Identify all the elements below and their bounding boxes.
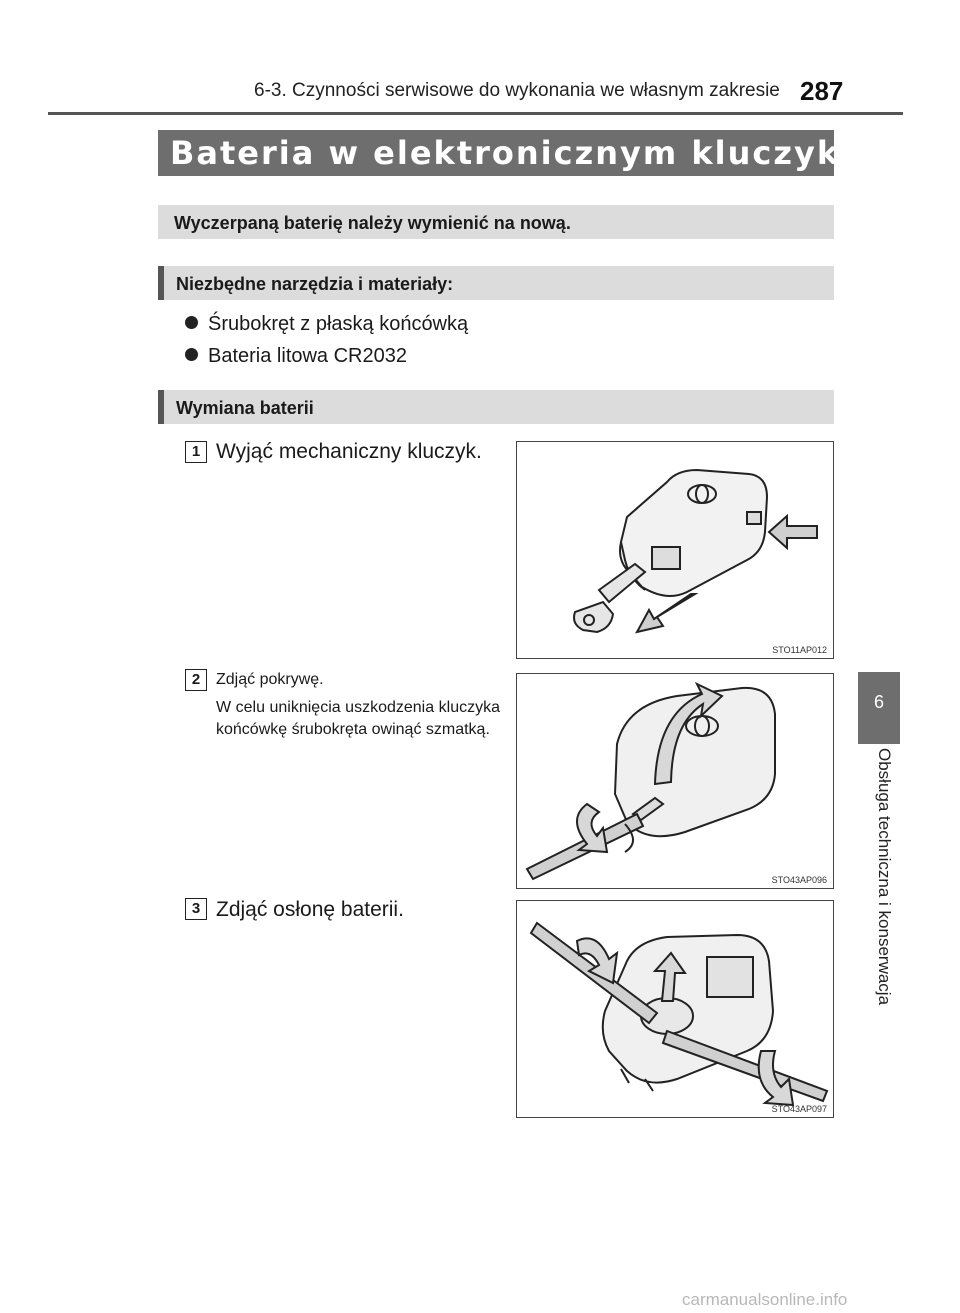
replacement-heading-bar (158, 390, 834, 424)
tool-item-label: Śrubokręt z płaską końcówką (208, 313, 469, 335)
page-number: 287 (800, 76, 844, 106)
tool-item (185, 345, 407, 368)
battery-cover-illustration (517, 901, 835, 1119)
notice-box (158, 205, 834, 239)
figure-code: STO43AP096 (771, 875, 827, 885)
step-text: Zdjąć osłonę baterii. (216, 898, 404, 921)
replacement-heading: Wymiana baterii (176, 398, 314, 418)
page-title: Bateria w elektronicznym kluczyku (170, 134, 865, 172)
step-text: Zdjąć pokrywę. (216, 671, 324, 688)
figure-remove-cover (516, 673, 834, 889)
figure-code: STO43AP097 (771, 1104, 827, 1114)
header-rule (48, 112, 903, 115)
tool-item-label: Bateria litowa CR2032 (208, 345, 407, 367)
step-number-badge: 2 (185, 669, 207, 691)
tools-heading: Niezbędne narzędzia i materiały: (176, 274, 454, 294)
watermark: carmanualsonline.info (682, 1290, 848, 1309)
bullet-icon (185, 348, 198, 361)
notice-text: Wyczerpaną baterię należy wymienić na nową. (174, 213, 571, 233)
key-remove-illustration (517, 442, 835, 660)
step-note: W celu uniknięcia uszkodzenia kluczyka końcówkę śrubokręta owinąć szmatką. (216, 699, 500, 738)
step-number-badge: 3 (185, 898, 207, 920)
running-header: 6-3. Czynności serwisowe do wykonania we własnym zakresie (254, 80, 780, 101)
step-text: Wyjąć mechaniczny kluczyk. (216, 440, 482, 463)
tool-item (185, 313, 468, 336)
tools-heading-bar (158, 266, 834, 300)
bullet-icon (185, 316, 198, 329)
chapter-number: 6 (873, 692, 884, 712)
figure-code: STO11AP012 (772, 645, 827, 655)
figure-remove-mechanical-key (516, 441, 834, 659)
chapter-label: Obsługa techniczna i konserwacja (875, 748, 894, 1006)
chapter-tab (858, 672, 900, 744)
page-title-bar (158, 130, 865, 176)
figure-remove-battery-cover (516, 900, 834, 1118)
step-number-badge: 1 (185, 441, 207, 463)
cover-remove-illustration (517, 674, 835, 890)
